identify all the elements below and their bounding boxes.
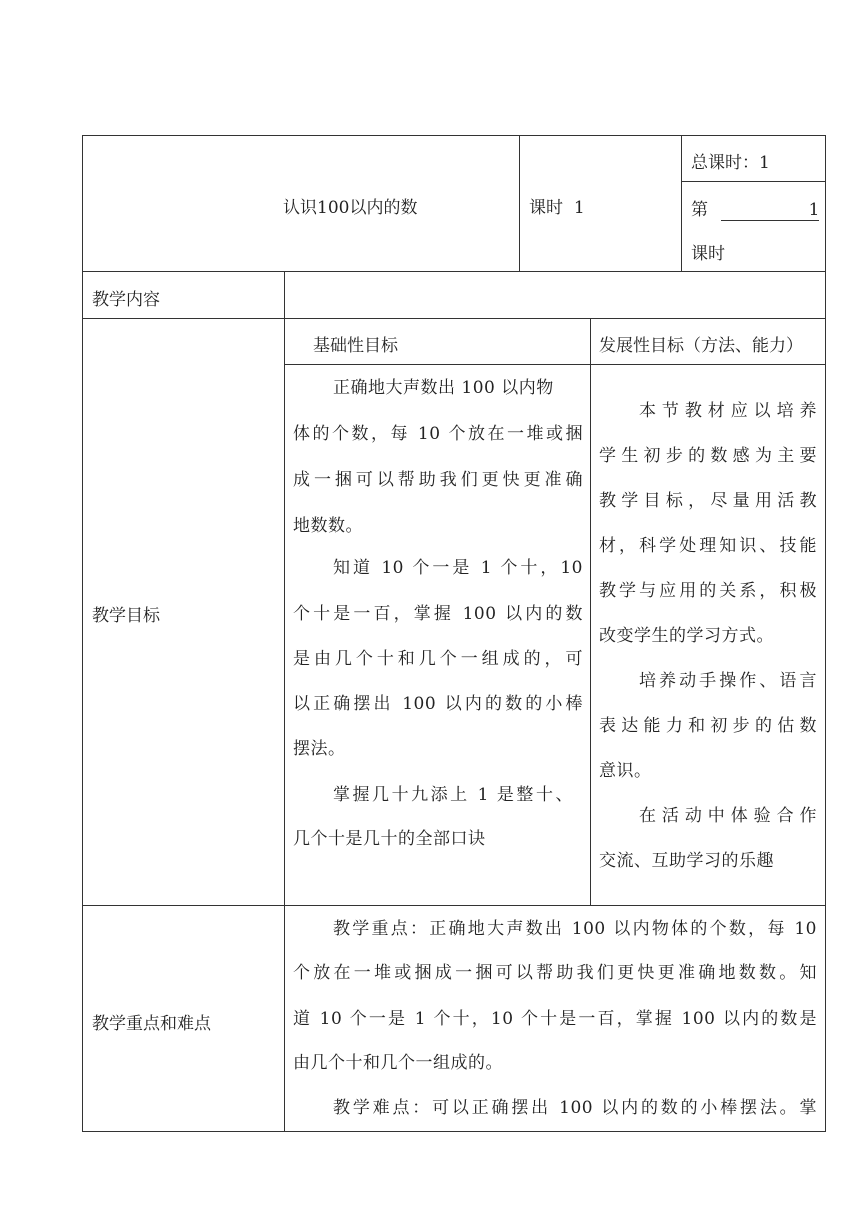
goals-label: 教学目标	[92, 606, 160, 626]
nth-value-underline	[721, 200, 819, 221]
divider	[82, 318, 826, 319]
content-label: 教学内容	[92, 290, 160, 310]
basic-line: 体的个数，每 10 个放在一堆或捆	[293, 424, 583, 444]
dev-line: 教学与应用的关系，积极	[599, 581, 817, 601]
basic-line: 个十是一百，掌握 100 以内的数	[293, 604, 583, 624]
dev-goal-header: 发展性目标（方法、能力）	[599, 336, 803, 356]
dev-line: 表达能力和初步的估数	[599, 716, 817, 736]
key-line: 教学难点：可以正确摆出 100 以内的数的小棒摆法。掌	[333, 1098, 817, 1118]
dev-line: 本节教材应以培养	[639, 401, 817, 421]
lesson-label	[529, 193, 585, 218]
basic-line: 地数数。	[293, 516, 363, 536]
table-border-bottom	[82, 1131, 826, 1132]
basic-line: 几个十是几十的全部口诀	[293, 829, 486, 849]
divider	[284, 271, 285, 1132]
key-label: 教学重点和难点	[92, 1014, 211, 1034]
lesson-title: 认识100以内的数	[283, 198, 418, 218]
key-line: 教学重点：正确地大声数出 100 以内物体的个数，每 10	[333, 919, 817, 939]
dev-line: 改变学生的学习方式。	[599, 626, 774, 646]
dev-line: 学生初步的数感为主要	[599, 446, 817, 466]
divider	[681, 135, 682, 272]
basic-line: 以正确摆出 100 以内的数的小棒	[293, 694, 583, 714]
nth-lesson	[691, 195, 819, 221]
dev-line: 在活动中体验合作	[639, 806, 817, 826]
divider	[519, 135, 520, 272]
basic-line: 成一捆可以帮助我们更快更准确	[293, 470, 583, 490]
dev-line: 意识。	[599, 761, 652, 781]
table-border-top	[82, 135, 826, 136]
basic-line: 摆法。	[293, 739, 346, 759]
key-line: 由几个十和几个一组成的。	[293, 1053, 503, 1073]
lesson-value: 1	[573, 198, 585, 218]
nth-prefix: 第	[691, 200, 708, 220]
key-line: 道 10 个一是 1 个十，10 个十是一百，掌握 100 以内的数是	[293, 1009, 817, 1029]
basic-goal-header: 基础性目标	[313, 336, 398, 356]
dev-line: 教学目标，尽量用活教	[599, 491, 817, 511]
divider	[82, 271, 826, 272]
dev-line: 交流、互助学习的乐趣	[599, 851, 774, 871]
basic-line: 是由几个十和几个一组成的，可	[293, 649, 583, 669]
lesson-label-text: 课时	[529, 198, 563, 218]
total-hours: 总课时：1	[691, 153, 770, 173]
nth-value: 1	[808, 200, 820, 220]
table-border-right	[825, 135, 826, 1132]
divider	[590, 318, 591, 906]
basic-line: 正确地大声数出 100 以内物	[333, 378, 554, 398]
dev-line: 材，科学处理知识、技能	[599, 536, 817, 556]
divider	[681, 181, 826, 182]
basic-line: 知道 10 个一是 1 个十，10	[333, 558, 583, 578]
dev-line: 培养动手操作、语言	[639, 671, 817, 691]
table-border-left	[82, 135, 83, 1132]
nth-suffix: 课时	[691, 244, 725, 264]
key-line: 个放在一堆或捆成一捆可以帮助我们更快更准确地数数。知	[293, 963, 817, 983]
basic-line: 掌握几十九添上 1 是整十、	[333, 785, 573, 805]
